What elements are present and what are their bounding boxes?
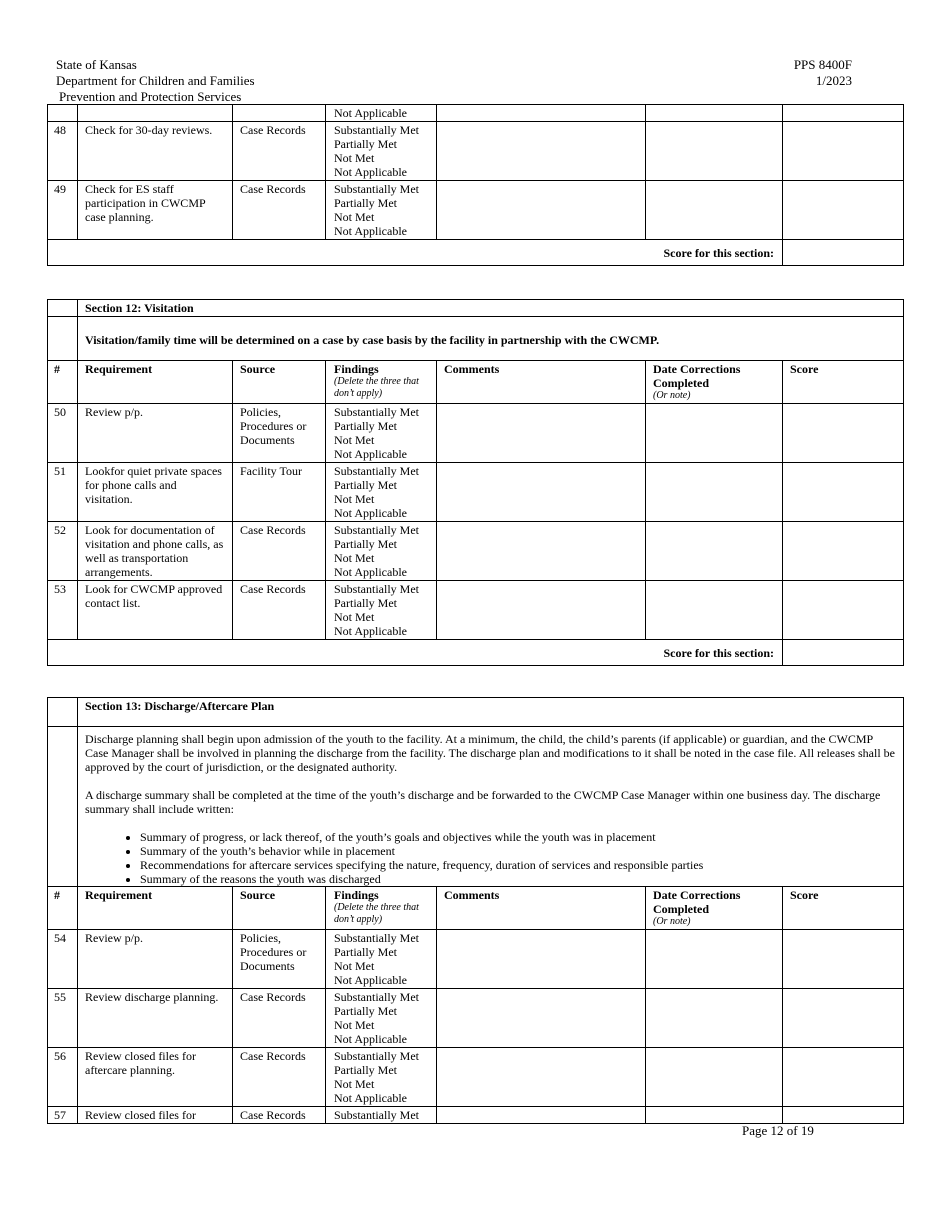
finding-option: Not Applicable xyxy=(334,506,407,520)
row-number: 50 xyxy=(48,404,78,463)
date-header-label: Date Corrections Completed xyxy=(653,362,741,390)
comments-cell[interactable] xyxy=(437,181,646,240)
row-number: 52 xyxy=(48,522,78,581)
findings-cell xyxy=(326,1048,437,1107)
comments-cell[interactable] xyxy=(437,122,646,181)
score-cell[interactable] xyxy=(783,989,904,1048)
date-header-label: Date Corrections Completed xyxy=(653,888,741,916)
requirement-cell: Review closed files for xyxy=(78,1107,233,1124)
comments-cell[interactable] xyxy=(437,404,646,463)
section-score-cell[interactable] xyxy=(783,240,904,266)
row-number: 51 xyxy=(48,463,78,522)
findings-cell xyxy=(326,181,437,240)
findings-cell: Not Applicable xyxy=(326,105,437,122)
date-cell[interactable] xyxy=(646,522,783,581)
finding-option: Substantially Met xyxy=(334,182,419,196)
section-intro xyxy=(78,727,904,887)
source-cell: Case Records xyxy=(233,1048,326,1107)
header-state: State of Kansas xyxy=(56,57,137,72)
finding-option: Not Applicable xyxy=(334,165,407,179)
finding-option: Substantially Met xyxy=(334,464,419,478)
table-row xyxy=(48,930,904,989)
section-intro-row xyxy=(48,727,904,887)
finding-option: Substantially Met xyxy=(334,931,419,945)
date-cell[interactable] xyxy=(646,105,783,122)
findings-cell xyxy=(326,463,437,522)
list-item: • Summary of the reasons the youth was discharged xyxy=(140,872,896,886)
column-header-row xyxy=(48,887,904,930)
score-cell[interactable] xyxy=(783,581,904,640)
requirement-cell: Review p/p. xyxy=(78,930,233,989)
col-findings-header xyxy=(326,361,437,404)
col-score-header: Score xyxy=(783,361,904,404)
finding-option: Partially Met xyxy=(334,1063,397,1077)
col-comments-header: Comments xyxy=(437,361,646,404)
header-department: Department for Children and Families xyxy=(56,73,255,88)
finding-option: Partially Met xyxy=(334,137,397,151)
finding-option: Not Met xyxy=(334,959,375,973)
col-findings-header xyxy=(326,887,437,930)
date-cell[interactable] xyxy=(646,1048,783,1107)
table-row xyxy=(48,181,904,240)
table-row xyxy=(48,581,904,640)
date-cell[interactable] xyxy=(646,1107,783,1124)
source-cell: Case Records xyxy=(233,1107,326,1124)
finding-option: Partially Met xyxy=(334,1004,397,1018)
date-cell[interactable] xyxy=(646,181,783,240)
score-cell[interactable] xyxy=(783,463,904,522)
score-row xyxy=(48,240,904,266)
section-title-row xyxy=(48,698,904,727)
column-header-row xyxy=(48,361,904,404)
form-number: PPS 8400F xyxy=(793,57,852,72)
requirement-cell: Check for 30-day reviews. xyxy=(78,122,233,181)
finding-option: Substantially Met xyxy=(334,582,419,596)
table-row xyxy=(48,1048,904,1107)
form-date: 1/2023 xyxy=(815,73,852,88)
requirement-cell: Review p/p. xyxy=(78,404,233,463)
section-intro: Visitation/family time will be determined on a case by case basis by the facility in partnership with the CWCMP. xyxy=(78,317,904,361)
comments-cell[interactable] xyxy=(437,1048,646,1107)
requirement-cell: Review discharge planning. xyxy=(78,989,233,1048)
findings-cell xyxy=(326,522,437,581)
comments-cell[interactable] xyxy=(437,989,646,1048)
finding-option: Substantially Met xyxy=(334,123,419,137)
finding-option: Not Met xyxy=(334,551,375,565)
col-comments-header: Comments xyxy=(437,887,646,930)
finding-option: Not Met xyxy=(334,1077,375,1091)
table-row xyxy=(48,989,904,1048)
discharge-paragraph: Discharge planning shall begin upon admission of the youth to the facility. At a minimum, the child, the child’s parents (if applicable) or guardian, and the CWCMP Case Manager shall be involved in planning the discharge from the facility. The discharge plan and modifications to it shall be noted in the case file. All releases shall be approved by the court of jurisdiction, or the designated authority. xyxy=(85,732,895,774)
finding-option: Not Met xyxy=(334,210,375,224)
finding-option: Substantially Met xyxy=(334,1049,419,1063)
row-number: 57 xyxy=(48,1107,78,1124)
requirement-cell: Lookfor quiet private spaces for phone calls and visitation. xyxy=(78,463,233,522)
finding-option: Partially Met xyxy=(334,196,397,210)
section-intro-row xyxy=(48,317,904,361)
requirement-cell: Look for documentation of visitation and phone calls, as well as transportation arrangements. xyxy=(78,522,233,581)
row-number: 56 xyxy=(48,1048,78,1107)
section11-continuation-table xyxy=(47,104,904,266)
table-row xyxy=(48,522,904,581)
row-number: 54 xyxy=(48,930,78,989)
col-source-header: Source xyxy=(233,361,326,404)
date-header-note: (Or note) xyxy=(653,390,691,401)
col-date-header xyxy=(646,887,783,930)
score-cell[interactable] xyxy=(783,522,904,581)
header-right xyxy=(794,57,852,89)
score-cell[interactable] xyxy=(783,404,904,463)
finding-option: Not Applicable xyxy=(334,1032,407,1046)
score-cell[interactable] xyxy=(783,122,904,181)
findings-header-note: (Delete the three that don’t apply) xyxy=(334,376,419,399)
finding-option: Partially Met xyxy=(334,419,397,433)
requirement-cell: Look for CWCMP approved contact list. xyxy=(78,581,233,640)
page-number: Page 12 of 19 xyxy=(742,1123,814,1138)
date-cell[interactable] xyxy=(646,122,783,181)
col-num-header: # xyxy=(48,887,78,930)
findings-cell xyxy=(326,122,437,181)
findings-header-note: (Delete the three that don’t apply) xyxy=(334,902,419,925)
table-row xyxy=(48,105,904,122)
finding-option: Substantially Met xyxy=(334,990,419,1004)
score-label: Score for this section: xyxy=(48,640,783,666)
row-number: 48 xyxy=(48,122,78,181)
findings-cell: Substantially Met xyxy=(326,1107,437,1124)
finding-option: Partially Met xyxy=(334,478,397,492)
finding-option: Not Applicable xyxy=(334,973,407,987)
finding-option: Partially Met xyxy=(334,537,397,551)
date-cell[interactable] xyxy=(646,463,783,522)
comments-cell[interactable] xyxy=(437,581,646,640)
finding-option: Partially Met xyxy=(334,596,397,610)
table-row xyxy=(48,463,904,522)
section13-table xyxy=(47,697,904,1124)
date-cell[interactable] xyxy=(646,989,783,1048)
header-left xyxy=(56,57,255,105)
findings-cell xyxy=(326,581,437,640)
table-row xyxy=(48,122,904,181)
score-cell[interactable] xyxy=(783,105,904,122)
source-cell: Case Records xyxy=(233,122,326,181)
comments-cell[interactable] xyxy=(437,522,646,581)
finding-option: Not Applicable xyxy=(334,624,407,638)
list-item: • Recommendations for aftercare services specifying the nature, frequency, duration of services and responsible parties xyxy=(140,858,896,872)
findings-cell xyxy=(326,930,437,989)
table-row xyxy=(48,1107,904,1124)
findings-header-label: Findings xyxy=(334,888,379,902)
section-title: Section 12: Visitation xyxy=(78,300,904,317)
finding-option: Substantially Met xyxy=(334,523,419,537)
date-cell[interactable] xyxy=(646,404,783,463)
findings-header-label: Findings xyxy=(334,362,379,376)
finding-option: Not Applicable xyxy=(334,1091,407,1105)
score-cell[interactable] xyxy=(783,1107,904,1124)
date-cell[interactable] xyxy=(646,930,783,989)
source-cell: Policies, Procedures or Documents xyxy=(233,404,326,463)
findings-cell xyxy=(326,989,437,1048)
col-num-header: # xyxy=(48,361,78,404)
list-item: • Summary of the youth’s behavior while in placement xyxy=(140,844,896,858)
finding-option: Substantially Met xyxy=(334,405,419,419)
date-header-note: (Or note) xyxy=(653,916,691,927)
comments-cell[interactable] xyxy=(437,930,646,989)
date-cell[interactable] xyxy=(646,581,783,640)
col-date-header xyxy=(646,361,783,404)
col-source-header: Source xyxy=(233,887,326,930)
section-title: Section 13: Discharge/Aftercare Plan xyxy=(78,698,904,727)
section12-table xyxy=(47,299,904,666)
comments-cell[interactable] xyxy=(437,105,646,122)
comments-cell[interactable] xyxy=(437,1107,646,1124)
finding-option: Not Applicable xyxy=(334,447,407,461)
source-cell: Policies, Procedures or Documents xyxy=(233,930,326,989)
section-score-cell[interactable] xyxy=(783,640,904,666)
table-row xyxy=(48,404,904,463)
summary-list xyxy=(85,830,896,886)
finding-option: Not Met xyxy=(334,433,375,447)
source-cell: Case Records xyxy=(233,522,326,581)
section-title-row xyxy=(48,300,904,317)
col-requirement-header: Requirement xyxy=(78,887,233,930)
finding-option: Not Met xyxy=(334,151,375,165)
finding-option: Not Met xyxy=(334,1018,375,1032)
finding-option: Not Met xyxy=(334,492,375,506)
source-cell: Case Records xyxy=(233,181,326,240)
row-number: 53 xyxy=(48,581,78,640)
comments-cell[interactable] xyxy=(437,463,646,522)
finding-option: Not Applicable xyxy=(334,224,407,238)
finding-option: Not Applicable xyxy=(334,565,407,579)
requirement-cell: Check for ES staff participation in CWCMP case planning. xyxy=(78,181,233,240)
col-requirement-header: Requirement xyxy=(78,361,233,404)
finding-option: Not Met xyxy=(334,610,375,624)
source-cell: Case Records xyxy=(233,581,326,640)
score-cell[interactable] xyxy=(783,1048,904,1107)
col-score-header: Score xyxy=(783,887,904,930)
header-division: Prevention and Protection Services xyxy=(59,89,242,104)
list-item: • Summary of progress, or lack thereof, of the youth’s goals and objectives while the youth was in placement xyxy=(140,830,896,844)
source-cell: Facility Tour xyxy=(233,463,326,522)
row-number: 55 xyxy=(48,989,78,1048)
score-cell[interactable] xyxy=(783,930,904,989)
findings-cell xyxy=(326,404,437,463)
score-row xyxy=(48,640,904,666)
summary-paragraph: A discharge summary shall be completed at the time of the youth’s discharge and be forwarded to the CWCMP Case Manager within one business day. The discharge summary shall include written: xyxy=(85,788,881,816)
finding-option: Partially Met xyxy=(334,945,397,959)
source-cell: Case Records xyxy=(233,989,326,1048)
requirement-cell: Review closed files for aftercare planning. xyxy=(78,1048,233,1107)
score-label: Score for this section: xyxy=(48,240,783,266)
row-number: 49 xyxy=(48,181,78,240)
score-cell[interactable] xyxy=(783,181,904,240)
